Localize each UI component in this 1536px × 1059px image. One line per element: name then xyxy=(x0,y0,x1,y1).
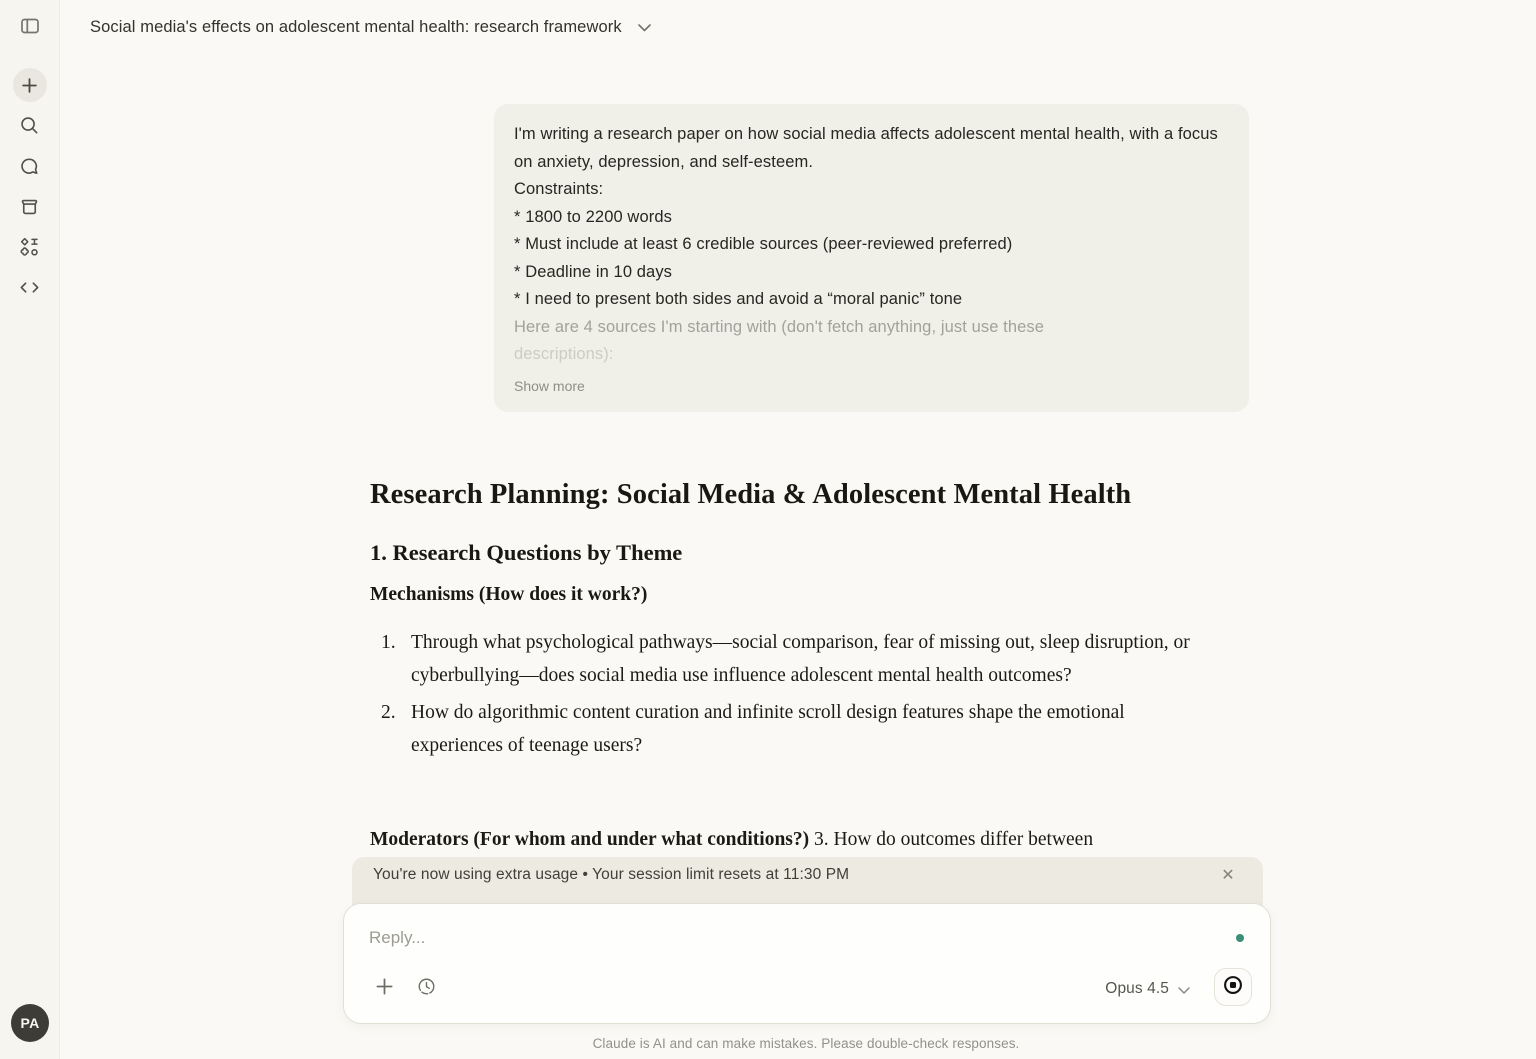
status-dot xyxy=(1236,934,1244,942)
search-button[interactable] xyxy=(13,108,47,142)
code-button[interactable] xyxy=(13,270,47,304)
list-marker: 1. xyxy=(381,632,396,653)
user-message-constraint: * 1800 to 2200 words xyxy=(514,207,672,226)
reply-input[interactable] xyxy=(369,925,1109,951)
moderators-heading-inline: Moderators (For whom and under what conditions?) xyxy=(370,829,810,850)
user-message-faded-line: descriptions): xyxy=(514,345,614,363)
question-text: How do algorithmic content curation and infinite scroll design features shape the emotional experiences of teenage users? xyxy=(411,702,1125,756)
user-message-constraint: * I need to present both sides and avoid a “moral panic” tone xyxy=(514,290,963,308)
new-chat-plus-icon xyxy=(21,77,38,94)
new-chat-button[interactable] xyxy=(13,68,47,102)
history-clock-icon xyxy=(416,976,437,1002)
list-marker: 2. xyxy=(381,702,396,723)
disclaimer-text: Claude is AI and can make mistakes. Please double-check responses. xyxy=(592,1036,1020,1051)
artifacts-shapes-icon xyxy=(18,236,41,259)
user-message-faded-line: Here are 4 sources I'm starting with (don't fetch anything, just use these xyxy=(514,317,1045,336)
user-message-constraints-label: Constraints: xyxy=(514,180,604,198)
chats-icon xyxy=(18,155,41,178)
user-message-constraint: * Must include at least 6 credible sources (peer-reviewed preferred) xyxy=(514,235,1013,253)
record-stop-icon xyxy=(1222,974,1244,1001)
user-message-bubble xyxy=(494,104,1249,412)
search-icon xyxy=(18,114,41,137)
attach-button[interactable] xyxy=(370,975,398,1003)
response-title: Research Planning: Social Media & Adolescent Mental Health xyxy=(370,479,1132,510)
show-more-button[interactable]: Show more xyxy=(514,377,585,394)
history-button[interactable] xyxy=(412,975,440,1003)
user-avatar[interactable] xyxy=(11,1004,49,1042)
user-message-constraint: * Deadline in 10 days xyxy=(514,262,673,281)
sidebar-toggle-button[interactable] xyxy=(13,9,47,43)
chats-button[interactable] xyxy=(13,149,47,183)
conversation-title-dropdown[interactable] xyxy=(90,14,651,40)
response-section-heading: 1. Research Questions by Theme xyxy=(370,540,683,565)
avatar-initials: PA xyxy=(20,1015,40,1031)
moderators-paragraph xyxy=(370,824,1210,856)
model-name: Opus 4.5 xyxy=(1105,980,1169,997)
list-item xyxy=(370,627,1202,692)
conversation-title: Social media's effects on adolescent mental health: research framework xyxy=(90,17,622,36)
usage-banner-text: You're now using extra usage • Your session limit resets at 11:30 PM xyxy=(373,866,850,883)
code-icon xyxy=(18,276,41,299)
dictation-button[interactable] xyxy=(1214,968,1252,1006)
close-icon[interactable]: ✕ xyxy=(1221,867,1235,884)
chevron-down-icon xyxy=(1178,981,1190,999)
sidebar xyxy=(0,0,60,1059)
sidebar-toggle-icon xyxy=(19,15,41,37)
plus-icon xyxy=(375,977,394,1001)
question-text: Through what psychological pathways—social comparison, fear of missing out, sleep disruption, or cyberbullying—does social media use influence adolescent mental health outcomes? xyxy=(411,632,1190,686)
research-questions-list xyxy=(370,627,1202,767)
list-item xyxy=(370,697,1202,762)
user-message-intro: I'm writing a research paper on how social media affects adolescent mental health, with a focus on anxiety, depression, and self-esteem. xyxy=(514,125,1218,171)
response-subsection-heading: Mechanisms (How does it work?) xyxy=(370,584,648,605)
model-selector[interactable] xyxy=(1105,979,1190,999)
projects-box-icon xyxy=(18,195,41,218)
artifacts-button[interactable] xyxy=(13,230,47,264)
chevron-down-icon xyxy=(638,19,651,37)
moderators-text: 3. How do outcomes differ between xyxy=(809,829,1094,850)
reply-composer xyxy=(343,903,1271,1024)
projects-button[interactable] xyxy=(13,189,47,223)
